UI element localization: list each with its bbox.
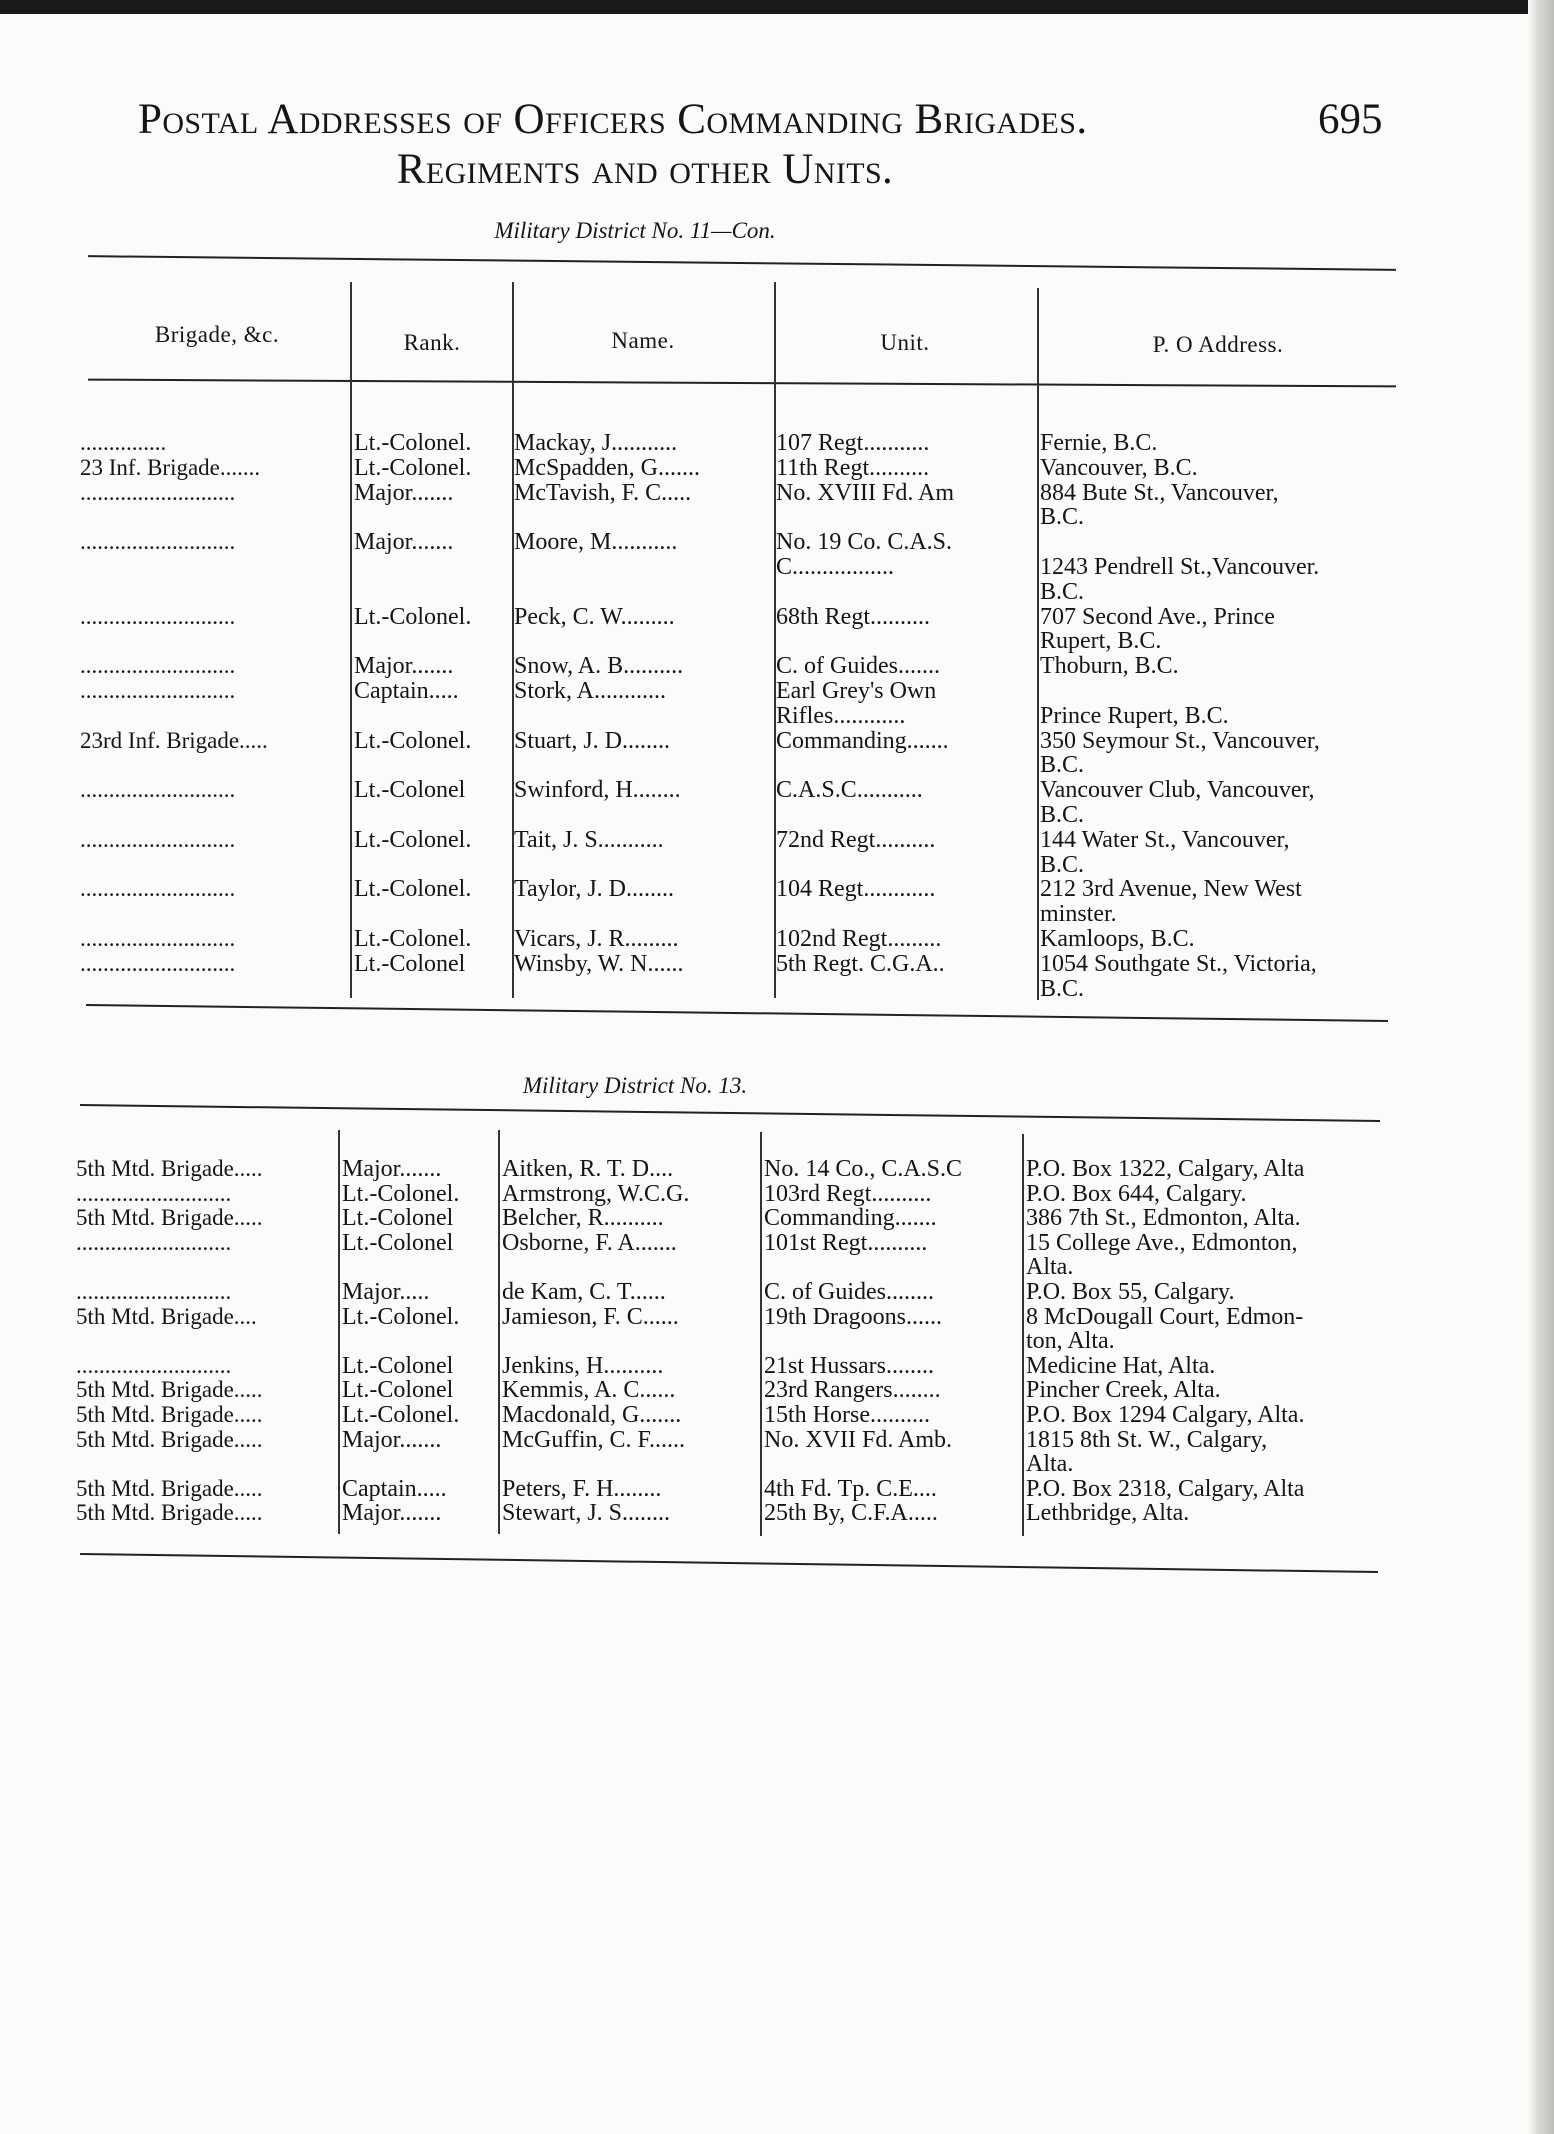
table-bottom-rule xyxy=(80,1553,1378,1573)
column-divider xyxy=(1037,288,1039,1000)
cell-address: Thoburn, B.C. xyxy=(1040,654,1179,679)
cell-rank: Major..... xyxy=(342,1280,430,1304)
cell-rank: Major....... xyxy=(342,1427,442,1452)
cell-unit: 107 Regt........... xyxy=(776,431,930,455)
cell-name: McGuffin, C. F...... xyxy=(502,1427,685,1452)
cell-brigade: ........................... xyxy=(80,778,236,803)
cell-address: 1054 Southgate St., Victoria, xyxy=(1040,951,1317,976)
cell-rank: Lt.-Colonel. xyxy=(354,877,472,902)
cell-unit: C. of Guides........ xyxy=(764,1280,934,1304)
column-header-unit: Unit. xyxy=(880,330,930,355)
cell-brigade: 5th Mtd. Brigade..... xyxy=(76,1378,263,1403)
cell-brigade: ........................... xyxy=(80,679,236,703)
cell-rank: Lt.-Colonel. xyxy=(342,1403,460,1427)
cell-rank: Lt.-Colonel. xyxy=(354,455,472,480)
cell-name: Stewart, J. S........ xyxy=(502,1501,670,1526)
cell-name: McSpadden, G....... xyxy=(514,455,700,480)
cell-unit: 11th Regt.......... xyxy=(776,455,930,480)
cell-brigade: 5th Mtd. Brigade..... xyxy=(76,1403,263,1427)
cell-name: Swinford, H........ xyxy=(514,778,681,803)
cell-address: 386 7th St., Edmonton, Alta. xyxy=(1026,1206,1301,1231)
cell-brigade: ........................... xyxy=(76,1353,232,1378)
district-11-heading: Military District No. 11—Con. xyxy=(494,218,776,243)
cell-address: P.O. Box 55, Calgary. xyxy=(1026,1280,1235,1304)
column-header-rank: Rank. xyxy=(403,330,461,355)
cell-unit: No. 14 Co., C.A.S.C xyxy=(764,1157,963,1181)
column-divider xyxy=(1022,1134,1024,1536)
cell-unit: 21st Hussars........ xyxy=(764,1353,935,1378)
cell-name: McTavish, F. C..... xyxy=(514,480,692,505)
column-divider xyxy=(350,282,352,998)
column-header-address: P. O Address. xyxy=(1152,332,1284,357)
scan-top-edge xyxy=(0,0,1554,14)
cell-name: Peters, F. H........ xyxy=(502,1476,662,1501)
cell-name: Snow, A. B.......... xyxy=(514,654,684,679)
district-13-heading: Military District No. 13. xyxy=(522,1073,748,1098)
cell-address: 884 Bute St., Vancouver, xyxy=(1040,480,1279,505)
cell-address: 1815 8th St. W., Calgary, xyxy=(1026,1427,1268,1452)
cell-name: Moore, M........... xyxy=(514,530,678,555)
cell-rank: Lt.-Colonel. xyxy=(354,431,472,455)
cell-brigade: ........................... xyxy=(80,530,236,555)
cell-rank: Major....... xyxy=(342,1157,442,1181)
cell-name: Peck, C. W......... xyxy=(514,604,675,629)
cell-name: Kemmis, A. C...... xyxy=(502,1378,676,1403)
cell-address: B.C. xyxy=(1040,976,1085,1001)
cell-name: Belcher, R.......... xyxy=(502,1206,664,1231)
cell-rank: Lt.-Colonel. xyxy=(354,604,472,629)
cell-rank: Lt.-Colonel xyxy=(342,1230,454,1255)
cell-name: Osborne, F. A....... xyxy=(502,1230,677,1255)
cell-name: Tait, J. S........... xyxy=(514,827,664,852)
cell-address: P.O. Box 1322, Calgary, Alta xyxy=(1026,1157,1305,1181)
cell-unit: 15th Horse.......... xyxy=(764,1403,930,1427)
cell-brigade: ........................... xyxy=(80,827,236,852)
cell-rank: Lt.-Colonel. xyxy=(354,728,472,753)
cell-brigade: ............... xyxy=(80,431,167,455)
cell-unit: 5th Regt. C.G.A.. xyxy=(776,951,945,976)
cell-brigade: 5th Mtd. Brigade..... xyxy=(76,1427,263,1452)
cell-address: 15 College Ave., Edmonton, xyxy=(1026,1230,1298,1255)
cell-address: P.O. Box 1294 Calgary, Alta. xyxy=(1026,1403,1305,1427)
cell-brigade: 5th Mtd. Brigade.... xyxy=(76,1304,257,1329)
cell-unit: C................. xyxy=(776,555,895,579)
cell-unit: 25th By, C.F.A..... xyxy=(764,1501,938,1526)
cell-address: Alta. xyxy=(1026,1452,1074,1477)
cell-unit: 68th Regt.......... xyxy=(776,604,930,629)
cell-rank: Major....... xyxy=(342,1501,442,1526)
cell-name: Armstrong, W.C.G. xyxy=(502,1181,690,1206)
cell-brigade: 5th Mtd. Brigade..... xyxy=(76,1501,263,1526)
cell-rank: Lt.-Colonel xyxy=(342,1353,454,1378)
cell-rank: Lt.-Colonel xyxy=(342,1378,454,1403)
cell-name: de Kam, C. T...... xyxy=(502,1280,666,1304)
cell-unit: 101st Regt.......... xyxy=(764,1230,928,1255)
cell-rank: Major....... xyxy=(354,654,454,679)
cell-rank: Major....... xyxy=(354,530,454,555)
cell-address: 212 3rd Avenue, New West xyxy=(1040,877,1302,902)
cell-address: Lethbridge, Alta. xyxy=(1026,1501,1190,1526)
cell-address: Fernie, B.C. xyxy=(1040,431,1158,455)
cell-brigade: ........................... xyxy=(80,951,236,976)
cell-unit: Rifles............ xyxy=(776,703,906,728)
cell-unit: Commanding....... xyxy=(776,728,949,753)
cell-brigade: ........................... xyxy=(76,1181,232,1206)
cell-address: 144 Water St., Vancouver, xyxy=(1040,827,1290,852)
cell-brigade: ........................... xyxy=(80,604,236,629)
cell-name: Aitken, R. T. D.... xyxy=(502,1157,674,1181)
cell-address: 1243 Pendrell St.,Vancouver. xyxy=(1040,555,1320,579)
cell-unit: 19th Dragoons...... xyxy=(764,1304,942,1329)
cell-name: Macdonald, G....... xyxy=(502,1403,682,1427)
cell-brigade: 5th Mtd. Brigade..... xyxy=(76,1206,263,1231)
cell-address: Medicine Hat, Alta. xyxy=(1026,1353,1216,1378)
column-divider xyxy=(498,1130,500,1534)
column-divider xyxy=(760,1132,762,1536)
table-top-rule xyxy=(88,255,1396,271)
cell-unit: C. of Guides....... xyxy=(776,654,940,679)
cell-unit: Earl Grey's Own xyxy=(776,679,937,703)
cell-brigade: ........................... xyxy=(80,480,236,505)
cell-brigade: ........................... xyxy=(80,927,236,951)
cell-rank: Captain..... xyxy=(342,1476,447,1501)
cell-rank: Lt.-Colonel. xyxy=(342,1304,460,1329)
cell-rank: Major....... xyxy=(354,480,454,505)
cell-address: P.O. Box 644, Calgary. xyxy=(1026,1181,1247,1206)
cell-name: Stuart, J. D........ xyxy=(514,728,670,753)
cell-brigade: 5th Mtd. Brigade..... xyxy=(76,1476,263,1501)
cell-rank: Lt.-Colonel xyxy=(354,951,466,976)
cell-address: P.O. Box 2318, Calgary, Alta xyxy=(1026,1476,1305,1501)
cell-name: Stork, A............ xyxy=(514,679,667,703)
table-bottom-rule xyxy=(86,1004,1388,1022)
cell-unit: 102nd Regt......... xyxy=(776,927,942,951)
column-divider xyxy=(338,1130,340,1534)
cell-brigade: ........................... xyxy=(80,877,236,902)
cell-unit: 4th Fd. Tp. C.E.... xyxy=(764,1476,937,1501)
cell-name: Winsby, W. N...... xyxy=(514,951,684,976)
cell-unit: No. XVIII Fd. Am xyxy=(776,480,954,505)
cell-rank: Lt.-Colonel. xyxy=(354,827,472,852)
cell-name: Jenkins, H.......... xyxy=(502,1353,664,1378)
cell-name: Vicars, J. R......... xyxy=(514,927,679,951)
cell-brigade: 5th Mtd. Brigade..... xyxy=(76,1157,263,1181)
column-header-name: Name. xyxy=(611,328,675,353)
cell-address: 350 Seymour St., Vancouver, xyxy=(1040,728,1320,753)
cell-address: Rupert, B.C. xyxy=(1040,629,1162,654)
cell-brigade: 23rd Inf. Brigade..... xyxy=(80,728,268,753)
cell-name: Taylor, J. D........ xyxy=(514,877,675,902)
cell-name: Jamieson, F. C...... xyxy=(502,1304,679,1329)
cell-rank: Captain..... xyxy=(354,679,459,703)
column-header-brigade: Brigade, &c. xyxy=(154,322,280,347)
cell-unit: No. 19 Co. C.A.S. xyxy=(776,530,953,555)
cell-name: Mackay, J........... xyxy=(514,431,678,455)
cell-address: minster. xyxy=(1040,902,1117,927)
cell-brigade: ........................... xyxy=(76,1280,232,1304)
cell-unit: 103rd Regt.......... xyxy=(764,1181,932,1206)
cell-address: 707 Second Ave., Prince xyxy=(1040,604,1275,629)
cell-address: Pincher Creek, Alta. xyxy=(1026,1378,1221,1403)
cell-address: B.C. xyxy=(1040,505,1085,530)
page-title-line2: Regiments and other Units. xyxy=(396,146,894,193)
cell-unit: 104 Regt............ xyxy=(776,877,936,902)
cell-brigade: ........................... xyxy=(76,1230,232,1255)
cell-address: 8 McDougall Court, Edmon- xyxy=(1026,1304,1304,1329)
cell-rank: Lt.-Colonel xyxy=(354,778,466,803)
cell-address: Prince Rupert, B.C. xyxy=(1040,703,1229,728)
cell-rank: Lt.-Colonel. xyxy=(354,927,472,951)
table-top-rule xyxy=(80,1104,1380,1122)
cell-address: Kamloops, B.C. xyxy=(1040,927,1195,951)
cell-address: Vancouver Club, Vancouver, xyxy=(1040,778,1315,803)
cell-address: ton, Alta. xyxy=(1026,1329,1115,1354)
cell-address: B.C. xyxy=(1040,803,1085,827)
cell-brigade: 23 Inf. Brigade....... xyxy=(80,455,261,480)
cell-address: Vancouver, B.C. xyxy=(1040,455,1198,480)
header-bottom-rule xyxy=(88,379,1396,388)
cell-unit: No. XVII Fd. Amb. xyxy=(764,1427,953,1452)
cell-unit: C.A.S.C........... xyxy=(776,778,923,803)
page-title-line1: Postal Addresses of Officers Commanding Brigades. xyxy=(138,96,1088,143)
scan-binding-edge xyxy=(1528,0,1554,2134)
page-number: 695 xyxy=(1318,96,1383,143)
cell-address: B.C. xyxy=(1040,579,1085,604)
cell-unit: 72nd Regt.......... xyxy=(776,827,936,852)
cell-unit: Commanding....... xyxy=(764,1206,937,1231)
cell-unit: 23rd Rangers........ xyxy=(764,1378,941,1403)
cell-rank: Lt.-Colonel. xyxy=(342,1181,460,1206)
cell-brigade: ........................... xyxy=(80,654,236,679)
cell-address: Alta. xyxy=(1026,1255,1074,1280)
cell-address: B.C. xyxy=(1040,753,1085,778)
cell-address: B.C. xyxy=(1040,852,1085,877)
cell-rank: Lt.-Colonel xyxy=(342,1206,454,1231)
